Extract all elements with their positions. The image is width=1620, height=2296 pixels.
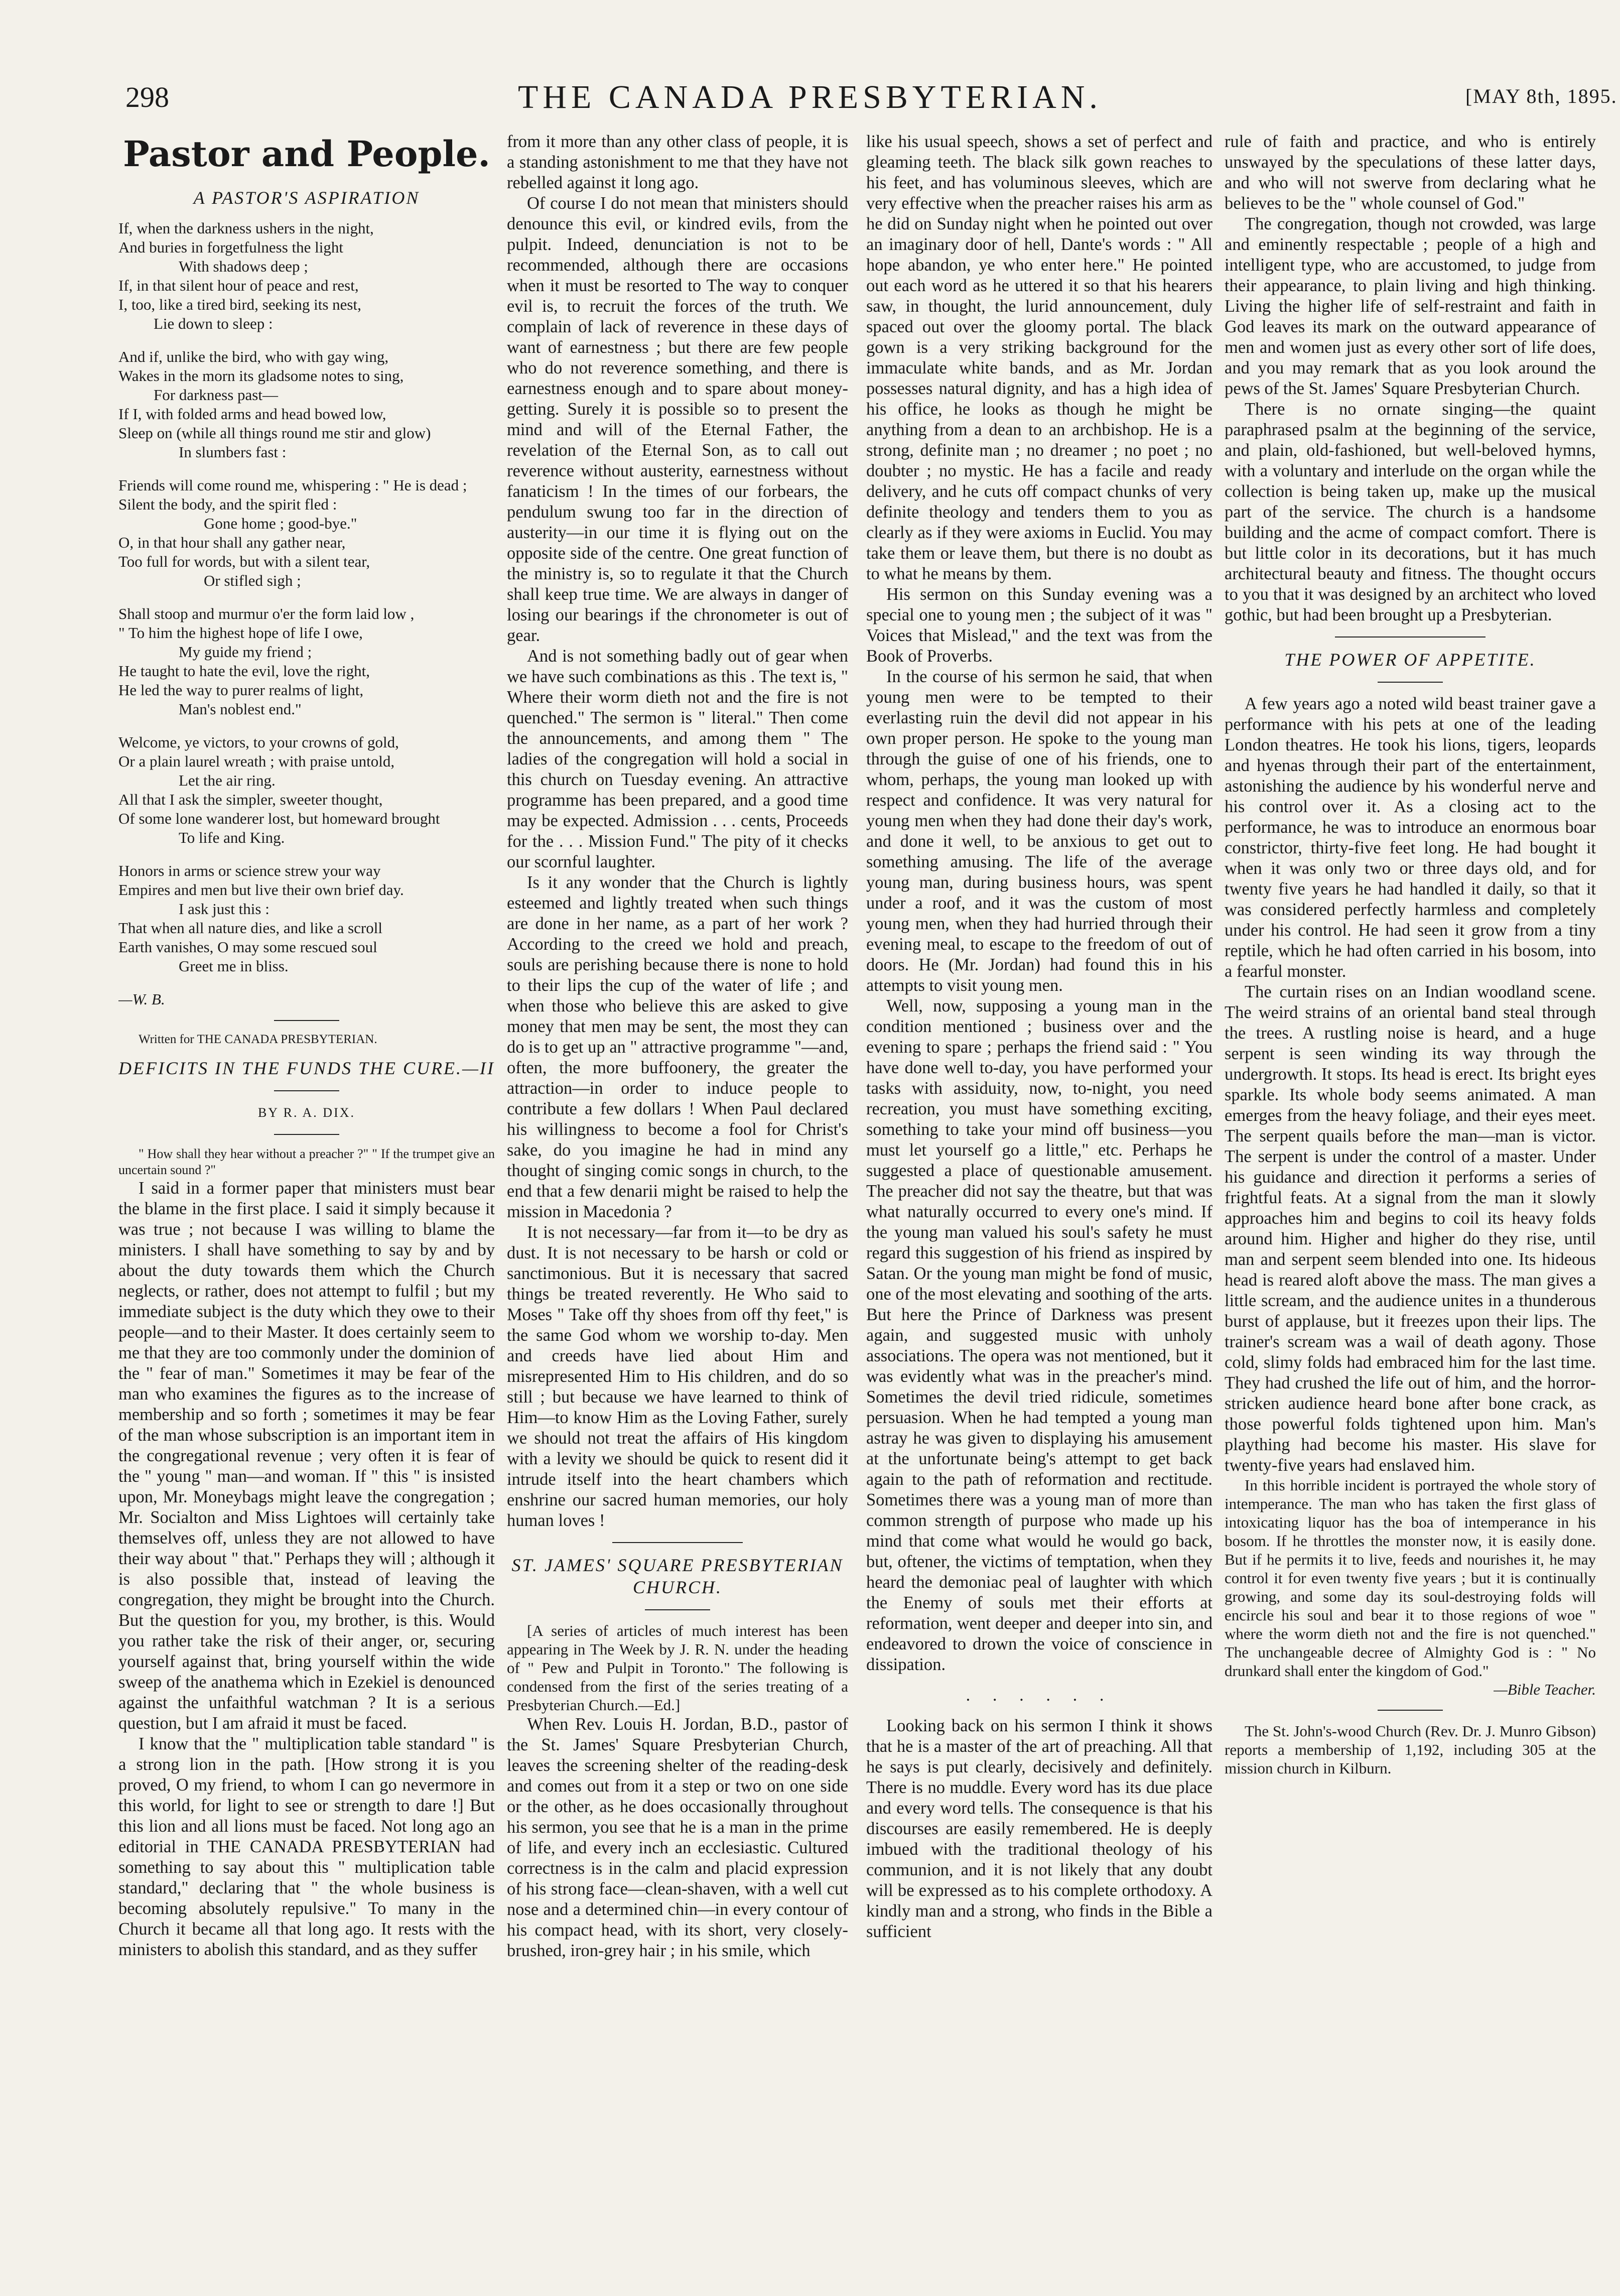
poem-stanza bbox=[118, 861, 495, 976]
divider bbox=[612, 1542, 743, 1543]
byline: BY R. A. DIX. bbox=[257, 1105, 356, 1120]
divider bbox=[1378, 682, 1443, 683]
attribution: —Bible Teacher. bbox=[1494, 1681, 1596, 1698]
column-2 bbox=[507, 132, 848, 2225]
divider bbox=[1335, 636, 1486, 637]
paragraph: It is not necessary—far from it—to be dry as dust. It is not necessary to be harsh or cold or sanctimonious. But it is necessary that sacred things be treated reverently. He Who said to Moses " Take off thy shoes from off thy feet," is the same God whom we worship to-day. Men and creeds have lied about Him and misrepresented Him to His children, and do so still ; but because we have learned to think of Him—to know Him as the Loving Father, surely we should not treat the affairs of His kingdom with a levity we should be quick to resent did it intrude itself into the heart chambers which enshrine our sacred human memories, our holy human loves ! bbox=[507, 1223, 848, 1530]
poem-line: Welcome, ye victors, to your crowns of gold, bbox=[118, 733, 399, 751]
poem-line: If I, with folded arms and head bowed low, bbox=[118, 405, 386, 423]
poem-stanza bbox=[118, 604, 495, 719]
poem-stanza bbox=[118, 476, 495, 590]
poem-line: And if, unlike the bird, who with gay wing, bbox=[118, 348, 389, 365]
poem-line: And buries in forgetfulness the light bbox=[118, 238, 344, 256]
paragraph: like his usual speech, shows a set of perfect and gleaming teeth. The black silk gown reaches to his feet, and has voluminous sleeves, which are very effective when the preacher raises his arm as he did on Sunday night when he pointed out over an imaginary door of hell, Dante's words : " All hope abandon, ye who enter here." He pointed out each word as he uttered it so that his hearers saw, in thought, the lurid announcement, duly spaced out over the gloomy portal. The black gown is a very striking background for the immaculate white bands, and as Mr. Jordan possesses natural dignity, and has a high idea of his office, he looks as though he might be anything from a dean to an archbishop. He is a strong, definite man ; no dreamer ; no poet ; no doubter ; no mystic. He has a facile and ready delivery, and he cuts off compact chunks of very definite theology and tenders them to you as clearly as if they were axioms in Euclid. You may take them or leave them, but there is no doubt as to what he means by them. bbox=[866, 132, 1212, 583]
poem-line: O, in that hour shall any gather near, bbox=[118, 534, 346, 551]
paragraph: Looking back on his sermon I think it shows that he is a master of the art of preaching. All that he says is put clearly, decisively and definitely. There is no muddle. Every word has its due place and every word tells. The consequence is that his discourses are easily remembered. He is deeply imbued with the traditional theology of his communion, and it is not likely that any doubt will be expressed as to his complete orthodoxy. A kindly man and a strong, who finds in the Bible a sufficient bbox=[866, 1716, 1212, 1941]
poem-line: Friends will come round me, whispering : " He is dead ; bbox=[118, 476, 467, 494]
poem-line: All that I ask the simpler, sweeter thought, bbox=[118, 791, 383, 808]
paragraph: A few years ago a noted wild beast trainer gave a performance with his pets at one of the leading London theatres. He took his lions, tigers, leopards and hyenas through their part of the entertainment, astonishing the audience by his wonderful nerve and his control over it. As a closing act to the performance, he was to introduce an enormous boar constrictor, thirty-five feet long. He had bought it when it was only two or three days old, and for twenty five years he had handled it daily, so that it was considered perfectly harmless and completely under his control. He had seen it grow from a tiny reptile, which he had often carried in his bosom, into a fearful monster. bbox=[1225, 694, 1596, 981]
poem-line: Earth vanishes, O may some rescued soul bbox=[118, 938, 377, 956]
poem-line: Lie down to sleep : bbox=[154, 315, 273, 332]
paragraph: Of course I do not mean that ministers should denounce this evil, or kindred evils, from the pulpit. Indeed, denunciation is not to be recommended, although there are occasions when it must be resorted to The way to conquer evil is, to recruit the forces of the truth. We complain of lack of reverence in these days of want of earnestness ; but there are few people who do not reverence something, and there is earnestness enough and to spare about money-getting. Surely it is possible so to present the mind and will of the Eternal Father, the revelation of the Eternal Son, as to call out reverence without austerity, earnestness without fanaticism ! In the times of our forbears, the pendulum swung too far in the direction of austerity—in our time it is flying out on the opposite side of the centre. One great function of the ministry is, so to regulate it that the Church shall keep true time. We are always in danger of losing our bearings if the chronometer is out of gear. bbox=[507, 194, 848, 645]
poem-signature: —W. B. bbox=[118, 990, 165, 1008]
divider bbox=[274, 1090, 339, 1091]
poem-line: Greet me in bliss. bbox=[179, 957, 289, 975]
poem-stanza bbox=[118, 219, 495, 333]
paragraph: I know that the " multiplication table standard " is a strong lion in the path. [How strong it is you proved, O my friend, to whom I can go nevermore in this world, for light to see or strength to dare !] But this lion and all lions must be faced. Not long ago an editorial in THE CANADA PRESBYTERIAN had something to say about this " multiplication table standard," declaring that " the whole business is becoming absolutely repulsive." To many in the Church it became all that long ago. It rests with the ministers to abolish this standard, and as they suffer bbox=[118, 1734, 495, 1959]
poem-line: That when all nature dies, and like a scroll bbox=[118, 919, 382, 937]
poem-line: Shall stoop and murmur o'er the form laid low , bbox=[118, 605, 415, 622]
poem-line: Or stifled sigh ; bbox=[204, 572, 301, 589]
paragraph: In this horrible incident is portrayed the whole story of intemperance. The man who has taken the first glass of intoxicating liquor has the boa of intemperance in his bosom. If he throttles the monster now, it is easily done. But if he permits it to live, feeds and nourishes it, he may control it for even twenty five years ; but it is continually growing, and some day its soul-destroying folds will encircle his soul and bear it to those regions of woe " where the worm dieth not and the fire is not quenched." The unchangeable decree of Almighty God is : " No drunkard shall enter the kingdom of God." bbox=[1225, 1476, 1596, 1680]
issue-date: [MAY 8th, 1895. bbox=[1465, 85, 1617, 107]
poem-line: Wakes in the morn its gladsome notes to sing, bbox=[118, 367, 404, 385]
page-number: 298 bbox=[125, 81, 169, 113]
article-title: ST. JAMES' SQUARE PRESBYTERIAN CHURCH. bbox=[511, 1555, 844, 1597]
article-title: DEFICITS IN THE FUNDS THE CURE.—II bbox=[118, 1058, 495, 1078]
paragraph: When Rev. Louis H. Jordan, B.D., pastor of the St. James' Square Presbyterian Church, leaves the screening shelter of the reading-desk and comes out from it a step or two on one side or the other, as he does occasionally throughout his sermon, you see that he is a man in the prime of life, and every inch an ecclesiastic. Cultured correctness is in the calm and placid expression of his strong face—clean-shaven, with a well cut nose and a determined chin—in every contour of his compact head, with its short, very closely-brushed, iron-grey hair ; in his smile, which bbox=[507, 1715, 848, 1960]
poem-line: If, in that silent hour of peace and rest, bbox=[118, 277, 359, 294]
poem-line: To life and King. bbox=[179, 829, 285, 846]
paragraph: The curtain rises on an Indian woodland scene. The weird strains of an oriental band steal through the trees. A rustling noise is heard, and a huge serpent is seen winding its way through the undergrowth. It stops. Its head is erect. Its bright eyes sparkle. Its whole body seems animated. A man emerges from the heavy foliage, and their eyes meet. The serpent quails before the man—man is victor. The serpent is under the control of a master. Under his guidance and direction it performs a series of frightful feats. At a signal from the man it slowly approaches him and begins to coil its heavy folds around him. Higher and higher do they rise, until man and serpent seem blended into one. Its hideous head is reared aloft above the mass. The man gives a little scream, and the audience unites in a thunderous burst of applause, but it freezes upon their lips. The trainer's scream was a wail of death agony. Those cold, slimy folds had embraced him for the last time. They had crushed the life out of him, and the horror-stricken audience heard bone after bone crack, as those powerful folds tightened upon him. Man's plaything had become his master. His slave for twenty-five years had enslaved him. bbox=[1225, 982, 1596, 1475]
divider bbox=[1378, 1710, 1443, 1711]
paragraph: Is it any wonder that the Church is lightly esteemed and lightly treated when such things are done in her name, as a part of her work ? According to the creed we hold and preach, souls are perishing because there is none to hold to their lips the cup of the water of life ; and when those who believe this are asked to give money that men may be sent, the most they can do is to get up an " attractive programme "—and, often, the more buffoonery, the greater the attraction—in order to induce people to contribute a few dollars ! When Paul declared his willingness to become a fool for Christ's sake, do you imagine he had in mind any thought of singing comic songs in church, to the end that a few denarii might be raised to help the mission in Macedonia ? bbox=[507, 873, 848, 1221]
poem-line: Of some lone wanderer lost, but homeward brought bbox=[118, 810, 440, 827]
column-4 bbox=[1225, 132, 1596, 2225]
section-break-dots: . . . . . . bbox=[966, 1686, 1113, 1705]
written-for-note: Written for THE CANADA PRESBYTERIAN. bbox=[139, 1033, 377, 1046]
paragraph: And is not something badly out of gear when we have such combinations as this . The text is, " Where their worm dieth not and the fire is not quenched." The sermon is " literal." Then come the announcements, and among them " The ladies of the congregation will hold a social in this church on Tuesday evening. An attractive programme has been prepared, and a good time may be expected. Admission . . . cents, Proceeds for the . . . Mission Fund." The pity of it checks our scornful laughter. bbox=[507, 647, 848, 871]
poem-line: For darkness past— bbox=[154, 386, 278, 404]
poem-line: Silent the body, and the spirit fled : bbox=[118, 495, 337, 513]
poem-stanza bbox=[118, 347, 495, 462]
paragraph: I said in a former paper that ministers must bear the blame in the first place. I said it simply because it was true ; not because I was willing to blame the ministers. I shall have something to say by and by about the duty towards them which the Church neglects, or rather, does not attempt to fulfil ; but my immediate subject is the duty which they owe to their people—and to their Master. It does certainly seem to me that they are too commonly under the dominion of the " fear of man." Sometimes it may be fear of the man who examines the figures as to the increase of membership and so forth ; sometimes it may be fear of the man whose subscription is an important item in the congregational revenue ; very often it is fear of the " young " man—and woman. If " this " is insisted upon, Mr. Moneybags might leave the congregation ; Mr. Socialton and Miss Lightoes will certainly take themselves off, unless they are not allowed to have their way about " that." Perhaps they will ; although it is also possible that, instead of leaving the congregation, they might be brought into the Church. But the question for you, my brother, is this. Would you rather take the risk of their anger, or, securing yourself against that, bring yourself within the wide sweep of the anathema which in Ezekiel is denounced against the unfaithful watchman ? It is a serious question, but I am afraid it must be faced. bbox=[118, 1179, 495, 1733]
poem-line: My guide my friend ; bbox=[179, 643, 312, 661]
department-heading: Pastor and People. bbox=[123, 133, 490, 175]
epigraph: " How shall they hear without a preacher ?" " If the trumpet give an uncertain sound ?" bbox=[118, 1146, 495, 1177]
poem-line: He led the way to purer realms of light, bbox=[118, 681, 364, 699]
divider bbox=[645, 1609, 710, 1610]
poem-title: A PASTOR'S ASPIRATION bbox=[193, 188, 420, 208]
divider bbox=[274, 1134, 339, 1135]
poem-line: Sleep on (while all things round me stir and glow) bbox=[118, 424, 431, 442]
poem-line: He taught to hate the evil, love the right, bbox=[118, 662, 370, 680]
paragraph: rule of faith and practice, and who is entirely unswayed by the speculations of these latter days, and who will not swerve from declaring what he believes to be the " whole counsel of God." bbox=[1225, 132, 1596, 213]
running-title: THE CANADA PRESBYTERIAN. bbox=[518, 79, 1102, 115]
paragraph: In the course of his sermon he said, that when young men were to be tempted to their everlasting ruin the devil did not appear in his own proper person. He spoke to the young man through the guise of one of his friends, one to whom, perhaps, the young man looked up with respect and confidence. It was very natural for young men when they had done their day's work, and done it well, to be anxious to get out to something amusing. The life of the average young man, during business hours, was spent under a roof, and it was the custom of most young men, when they had hurried through their evening meal, to escape to the freedom of out of doors. He (Mr. Jordan) had found this in his attempts to visit young men. bbox=[866, 667, 1212, 995]
poem-line: With shadows deep ; bbox=[179, 258, 308, 275]
poem-line: Gone home ; good-bye." bbox=[204, 515, 357, 532]
poem-line: Honors in arms or science strew your way bbox=[118, 862, 381, 879]
poem-line: I ask just this : bbox=[179, 900, 269, 918]
poem-line: " To him the highest hope of life I owe, bbox=[118, 624, 363, 642]
divider bbox=[274, 1020, 339, 1021]
editorial-note: [A series of articles of much interest has been appearing in The Week by J. R. N. under the heading of " Pew and Pulpit in Toronto." The following is condensed from the first of the series treating of a Presbyterian Church.—Ed.] bbox=[507, 1622, 848, 1714]
news-note: The St. John's-wood Church (Rev. Dr. J. Munro Gibson) reports a membership of 1,192, including 305 at the mission church in Kilburn. bbox=[1225, 1722, 1596, 1777]
paragraph: Well, now, supposing a young man in the condition mentioned ; business over and the evening to spare ; perhaps the friend said : " You have done well to-day, you have performed your tasks with assiduity, now, to-night, you need recreation, you must have something exciting, something to take your mind off business—you must let yourself go a little," etc. Perhaps he suggested a place of questionable amusement. The preacher did not say the theatre, but that was what naturally occurred to every one's mind. If the young man valued his soul's safety he must regard this suggestion of his friend as inspired by Satan. Or the young man might be fond of music, one of the most elevating and soothing of the arts. But here the Prince of Darkness was present again, and suggested music with unholy associations. The opera was not mentioned, but it was evidently what was in the preacher's mind. Sometimes the devil tried ridicule, sometimes persuasion. When he had tempted a young man astray he was given to displaying his amusement at the unfortunate being's attempt to get back again to the path of reformation and rectitude. Sometimes there was a young man of more than common strength of purpose who made up his mind that come what would he would go back, but, oftener, the victims of temptation, when they heard the demoniac peal of laughter with which the Enemy of souls met their efforts at reformation, went deeper and deeper into sin, and endeavored to drown the voice of conscience in dissipation. bbox=[866, 996, 1212, 1674]
article-title: THE POWER OF APPETITE. bbox=[1284, 650, 1536, 670]
paragraph: His sermon on this Sunday evening was a special one to young men ; the subject of it was " Voices that Mislead," and the text was from the Book of Proverbs. bbox=[866, 585, 1212, 666]
poem-line: If, when the darkness ushers in the night, bbox=[118, 219, 374, 237]
paragraph: The congregation, though not crowded, was large and eminently respectable ; people of a high and intelligent type, who are accustomed, to judge from their appearance, to plain living and high thinking. Living the higher life of self-restraint and faith in God leaves its mark on the outward appearance of men and women just as every other sort of life does, and you may remark that as you look around the pews of the St. James' Square Presbyterian Church. bbox=[1225, 214, 1596, 398]
column-3 bbox=[866, 132, 1212, 2225]
poem-line: Or a plain laurel wreath ; with praise untold, bbox=[118, 752, 395, 770]
poem-line: Too full for words, but with a silent tear, bbox=[118, 553, 370, 570]
poem-line: I, too, like a tired bird, seeking its nest, bbox=[118, 296, 361, 313]
column-1 bbox=[118, 132, 495, 2225]
poem-line: Let the air ring. bbox=[179, 772, 276, 789]
poem-stanza bbox=[118, 733, 495, 847]
paragraph: There is no ornate singing—the quaint paraphrased psalm at the beginning of the service, and plain, old-fashioned, but well-beloved hymns, with a voluntary and interlude on the organ while the collection is being taken up, make up the musical part of the service. The church is a handsome building and the acme of compact comfort. There is but little color in its decorations, but it has much architectural beauty and fitness. The thought occurs to you that it was designed by an architect who loved gothic, but had been brought up a Presbyterian. bbox=[1225, 400, 1596, 624]
page-header bbox=[0, 75, 1620, 120]
paragraph: from it more than any other class of people, it is a standing astonishment to me that they have not rebelled against it long ago. bbox=[507, 132, 848, 192]
poem-line: Empires and men but live their own brief day. bbox=[118, 881, 404, 899]
poem bbox=[118, 219, 495, 1009]
poem-line: Man's noblest end." bbox=[179, 700, 302, 718]
poem-line: In slumbers fast : bbox=[179, 443, 287, 461]
